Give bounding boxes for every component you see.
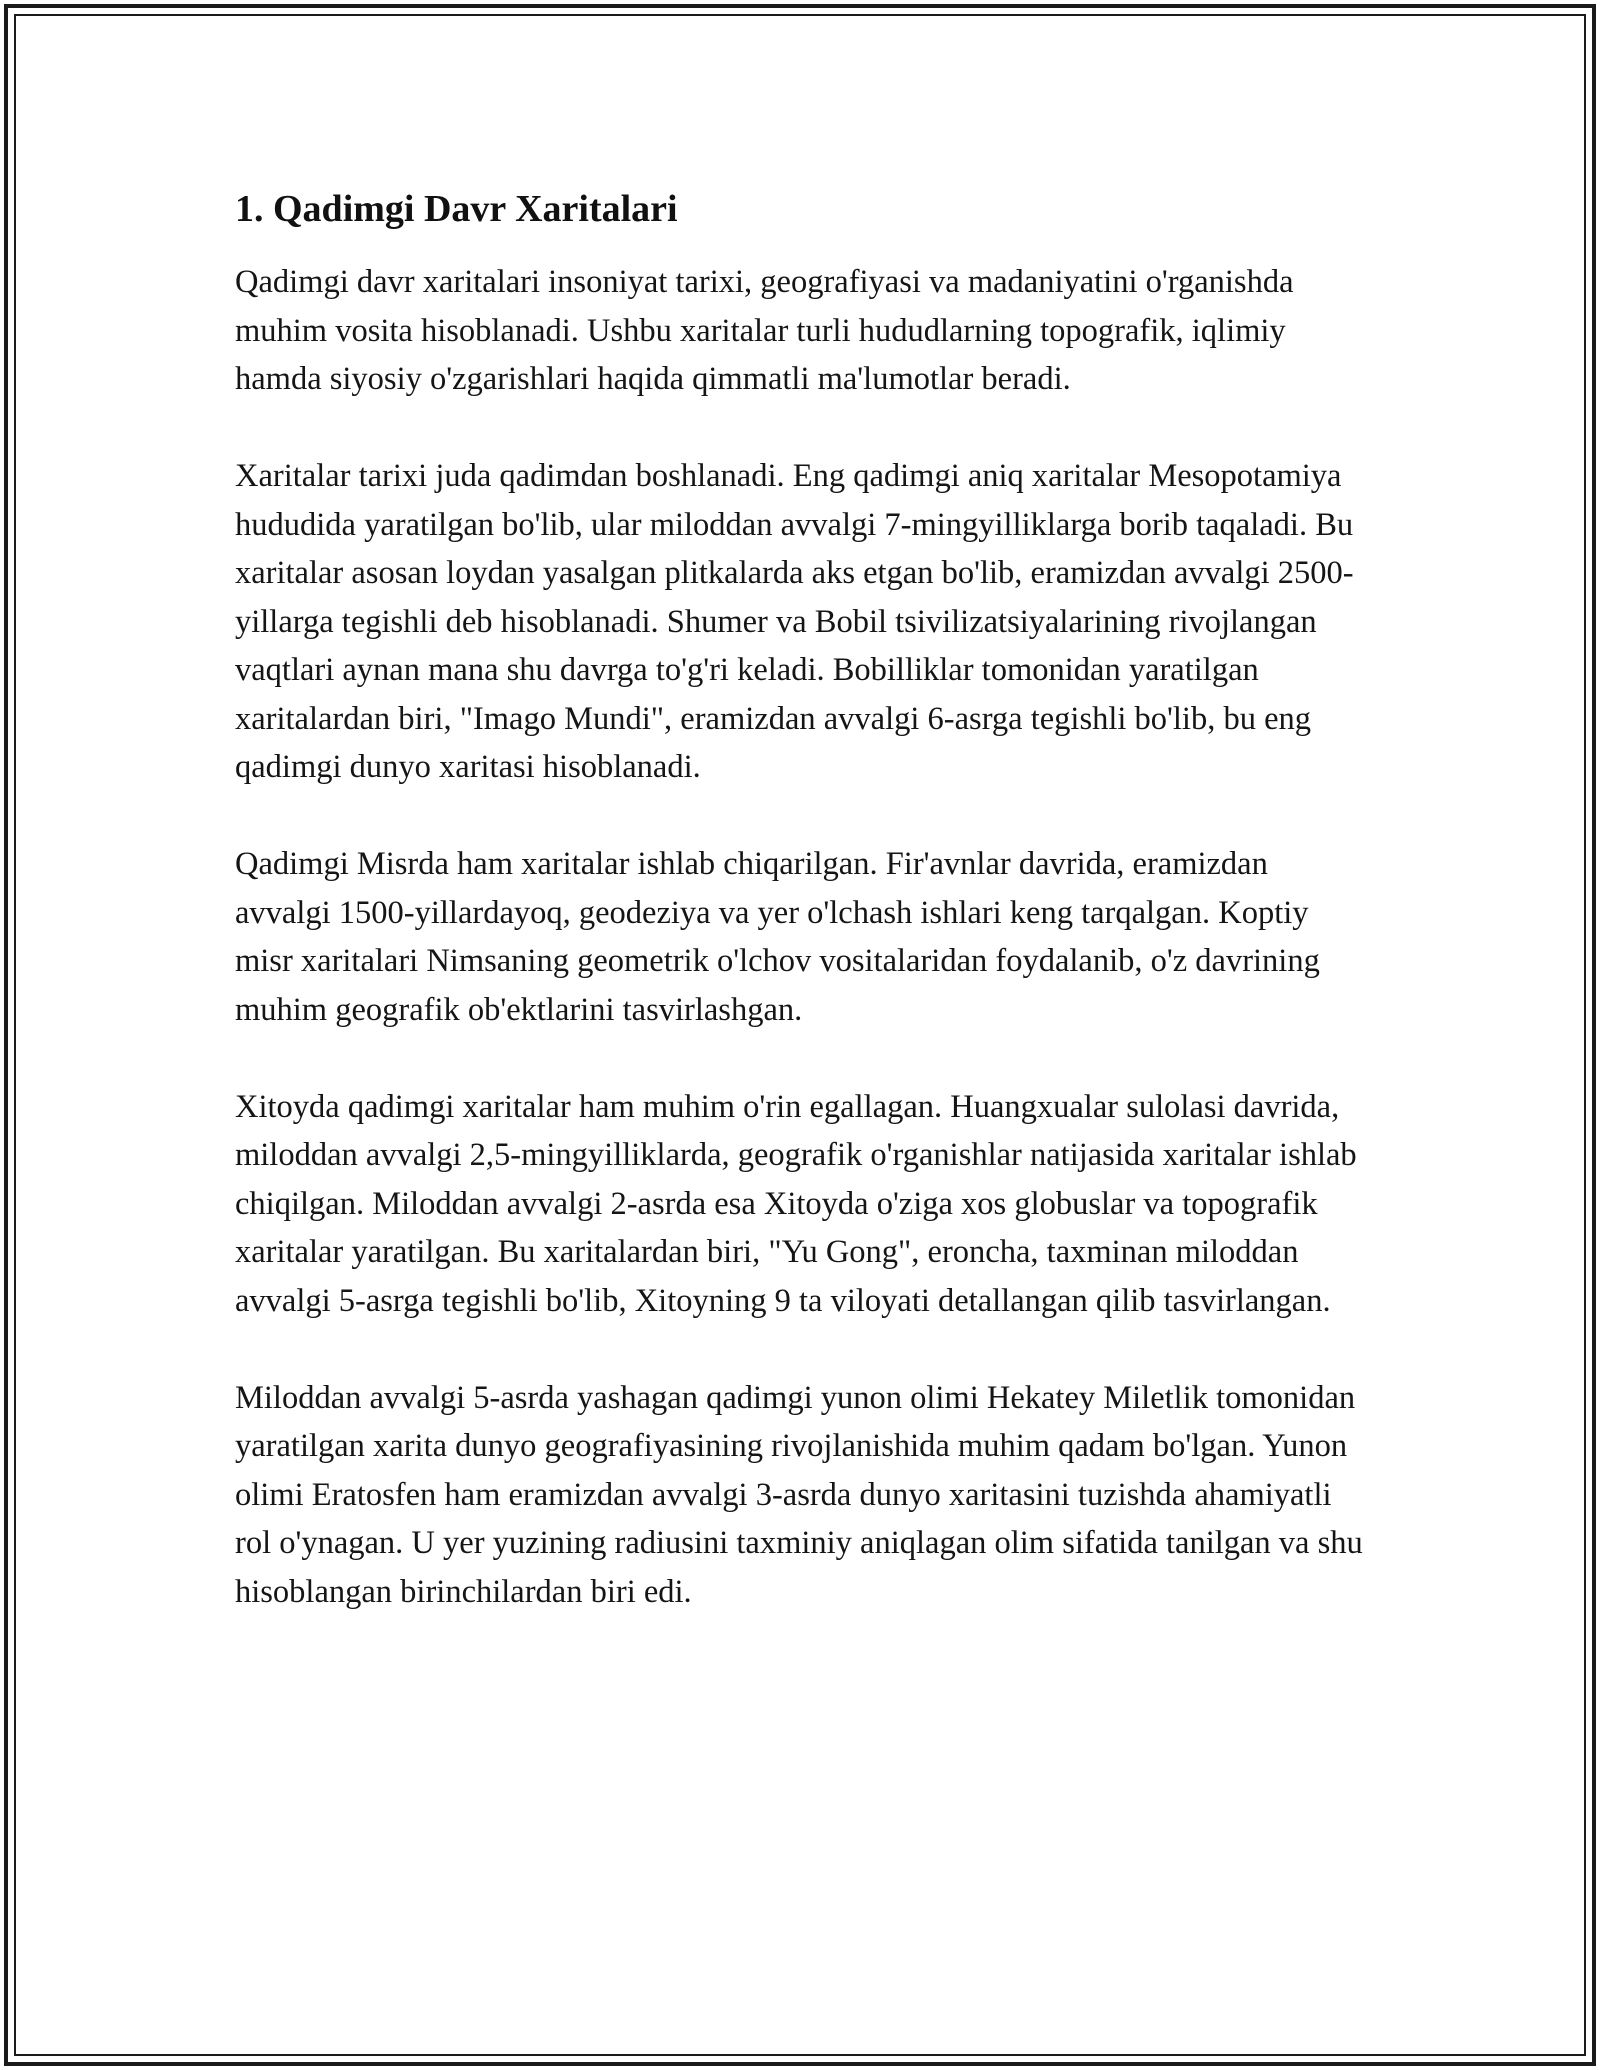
paragraph: Xaritalar tarixi juda qadimdan boshlanadi. Eng qadimgi aniq xaritalar Mesopotamiya hududida yaratilgan bo'lib, ular miloddan avvalgi 7-mingyilliklarga borib taqaladi. Bu xaritalar asosan loydan yasalgan plitkalarda aks etgan bo'lib, eramizdan avvalgi 2500-yillarga tegishli deb hisoblanadi. Shumer va Bobil tsivilizatsiyalarining rivojlangan vaqtlari aynan mana shu davrga to'g'ri keladi. Bobilliklar tomonidan yaratilgan xaritalardan biri, "Imago Mundi", eramizdan avvalgi 6-asrga tegishli bo'lib, bu eng qadimgi dunyo xaritasi hisoblanadi.: [235, 458, 1354, 785]
paragraph: Xitoyda qadimgi xaritalar ham muhim o'rin egallagan. Huangxualar sulolasi davrida, miloddan avvalgi 2,5-mingyilliklarda, geografik o'rganishlar natijasida xaritalar ishlab chiqilgan. Miloddan avvalgi 2-asrda esa Xitoyda o'ziga xos globuslar va topografik xaritalar yaratilgan. Bu xaritalardan biri, "Yu Gong", eroncha, taxminan miloddan avvalgi 5-asrga tegishli bo'lib, Xitoyning 9 ta viloyati detallangan qilib tasvirlangan.: [235, 1088, 1357, 1319]
paragraph: Qadimgi davr xaritalari insoniyat tarixi, geografiyasi va madaniyatini o'rganishda muhim vosita hisoblanadi. Ushbu xaritalar turli hududlarning topografik, iqlimiy hamda siyosiy o'zgarishlari haqida qimmatli ma'lumotlar beradi.: [235, 264, 1294, 397]
document-body: [235, 186, 1365, 1665]
paragraph: Miloddan avvalgi 5-asrda yashagan qadimgi yunon olimi Hekatey Miletlik tomonidan yaratilgan xarita dunyo geografiyasining rivojlanishida muhim qadam bo'lgan. Yunon olimi Eratosfen ham eramizdan avvalgi 3-asrda dunyo xaritasini tuzishda ahamiyatli rol o'ynagan. U yer yuzining radiusini taxminiy aniqlagan olim sifatida tanilgan va shu hisoblangan birinchilardan biri edi.: [235, 1379, 1363, 1610]
paragraph: Qadimgi Misrda ham xaritalar ishlab chiqarilgan. Fir'avnlar davrida, eramizdan avvalgi 1500-yillardayoq, geodeziya va yer o'lchash ishlari keng tarqalgan. Koptiy misr xaritalari Nimsaning geometrik o'lchov vositalaridan foydalanib, o'z davrining muhim geografik ob'ektlarini tasvirlashgan.: [235, 846, 1320, 1028]
section-heading: 1. Qadimgi Davr Xaritalari: [235, 188, 678, 230]
